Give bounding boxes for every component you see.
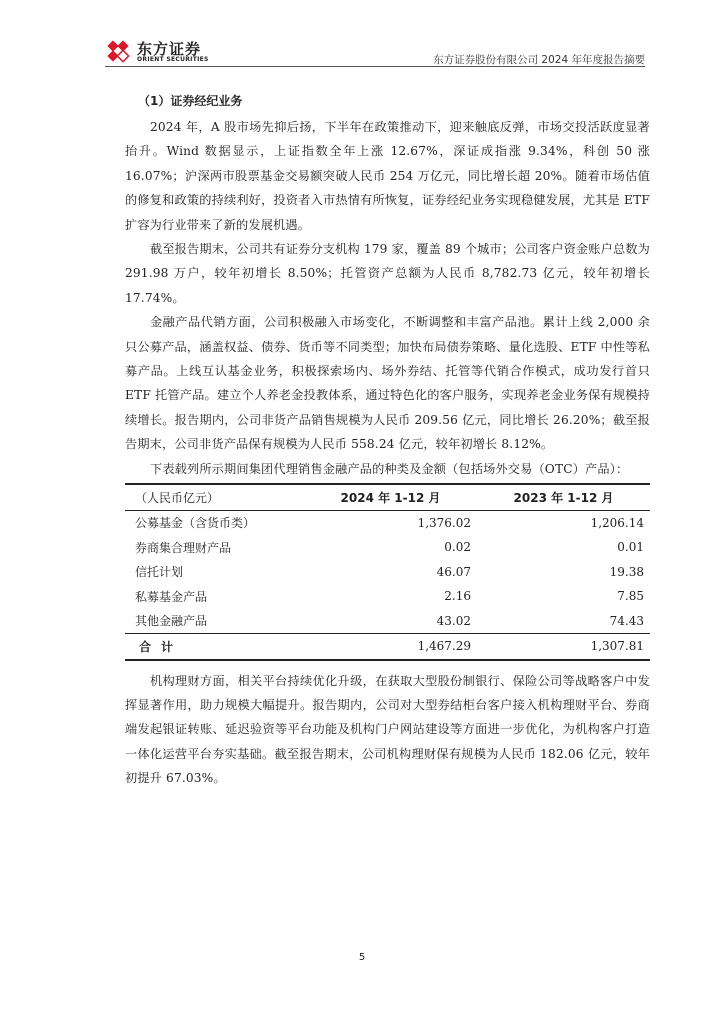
row-value-2023: 74.43 xyxy=(609,613,644,628)
logo-text-cn: 东方证券 xyxy=(137,40,202,58)
logo-mark-icon xyxy=(105,38,131,64)
row-name: 公募基金（含货币类） xyxy=(135,516,256,531)
page-number: 5 xyxy=(358,952,366,963)
table-row xyxy=(125,584,650,609)
product-sales-table xyxy=(125,483,650,661)
row-value-2024: 43.02 xyxy=(436,613,472,628)
row-name: 券商集合理财产品 xyxy=(135,540,232,555)
paragraph-branches: 截至报告期末，公司共有证券分支机构 179 家，覆盖 89 个城市；公司客户资金账户总数为 291.98 万户，较年初增长 8.50%；托管资产总额为人民币 8,782.73 亿元，较年初增长 17.74%。 xyxy=(125,242,650,305)
paragraph-market: 2024 年，A 股市场先抑后扬，下半年在政策推动下，迎来触底反弹，市场交投活跃度显著抬升。Wind 数据显示，上证指数全年上涨 12.67%，深证成指涨 9.34%，科创 50 涨 16.07%；沪深两市股票基金交易额突破人民币 254 万亿元，同比增长超 20%。随着市场估值的修复和政策的持续利好，投资者入市热情有所恢复，证券经纪业务实现稳健发展，尤其是 ETF 扩容为行业带来了新的发展机遇。 xyxy=(125,120,650,232)
table-row xyxy=(125,560,650,585)
table-row xyxy=(125,535,650,560)
table-col-2023-header: 2023 年 1-12 月 xyxy=(513,490,614,505)
header-divider xyxy=(105,66,645,67)
row-value-2024: 2.16 xyxy=(444,589,472,604)
document-title: 东方证券股份有限公司 2024 年年度报告摘要 xyxy=(433,54,645,66)
paragraph-table-intro: 下表载列所示期间集团代理销售金融产品的种类及金额（包括场外交易（OTC）产品）： xyxy=(150,461,629,476)
row-name: 私募基金产品 xyxy=(135,589,208,604)
total-label: 合计 xyxy=(139,639,184,654)
table-header-row xyxy=(125,484,650,510)
row-value-2023: 0.01 xyxy=(617,540,644,555)
company-logo xyxy=(105,36,245,66)
row-value-2023: 1,206.14 xyxy=(590,515,644,530)
table-col-2024-header: 2024 年 1-12 月 xyxy=(340,490,441,505)
paragraph-institutional: 机构理财方面，相关平台持续优化升级，在获取大型股份制银行、保险公司等战略客户中发挥显著作用，助力规模大幅提升。报告期内，公司对大型券结柜台客户接入机构理财平台、券商端发起银证转账、延迟验资等平台功能及机构门户网站建设等方面进一步优化，为机构客户打造一体化运营平台夯实基础。截至报告期末，公司机构理财保有规模为人民币 182.06 亿元，较年初提升 67.03%。 xyxy=(125,673,650,786)
main-content xyxy=(125,92,650,791)
row-value-2024: 46.07 xyxy=(436,564,472,579)
row-value-2024: 1,376.02 xyxy=(417,515,472,530)
row-name: 信托计划 xyxy=(135,565,184,580)
table-total-row xyxy=(125,634,650,660)
table-row xyxy=(125,510,650,535)
section-title: （1）证券经纪业务 xyxy=(138,94,243,108)
total-value-2024: 1,467.29 xyxy=(417,639,472,654)
table-row xyxy=(125,609,650,634)
row-value-2024: 0.02 xyxy=(444,540,472,555)
table-unit-header: （人民币亿元） xyxy=(135,490,220,505)
logo-text-en: ORIENT SECURITIES xyxy=(137,56,209,63)
row-value-2023: 19.38 xyxy=(609,564,644,579)
total-value-2023: 1,307.81 xyxy=(590,639,644,654)
page-header xyxy=(105,36,645,67)
row-value-2023: 7.85 xyxy=(617,589,644,604)
paragraph-product-sales: 金融产品代销方面，公司积极融入市场变化，不断调整和丰富产品池。累计上线 2,000 余只公募产品，涵盖权益、债券、货币等不同类型；加快布局债券策略、量化选股、ETF 中性等私募产品。上线互认基金业务，积极探索场内、场外券结、托管等代销合作模式，成功发行首只 ETF 托管产品。建立个人养老金投教体系，通过特色化的客户服务，实现养老金业务保有规模持续增长。报告期内，公司非货产品销售规模为人民币 209.56 亿元，同比增长 26.20%；截至报告期末，公司非货产品保有规模为人民币 558.24 亿元，较年初增长 8.12%。 xyxy=(125,315,650,452)
row-name: 其他金融产品 xyxy=(135,614,208,629)
